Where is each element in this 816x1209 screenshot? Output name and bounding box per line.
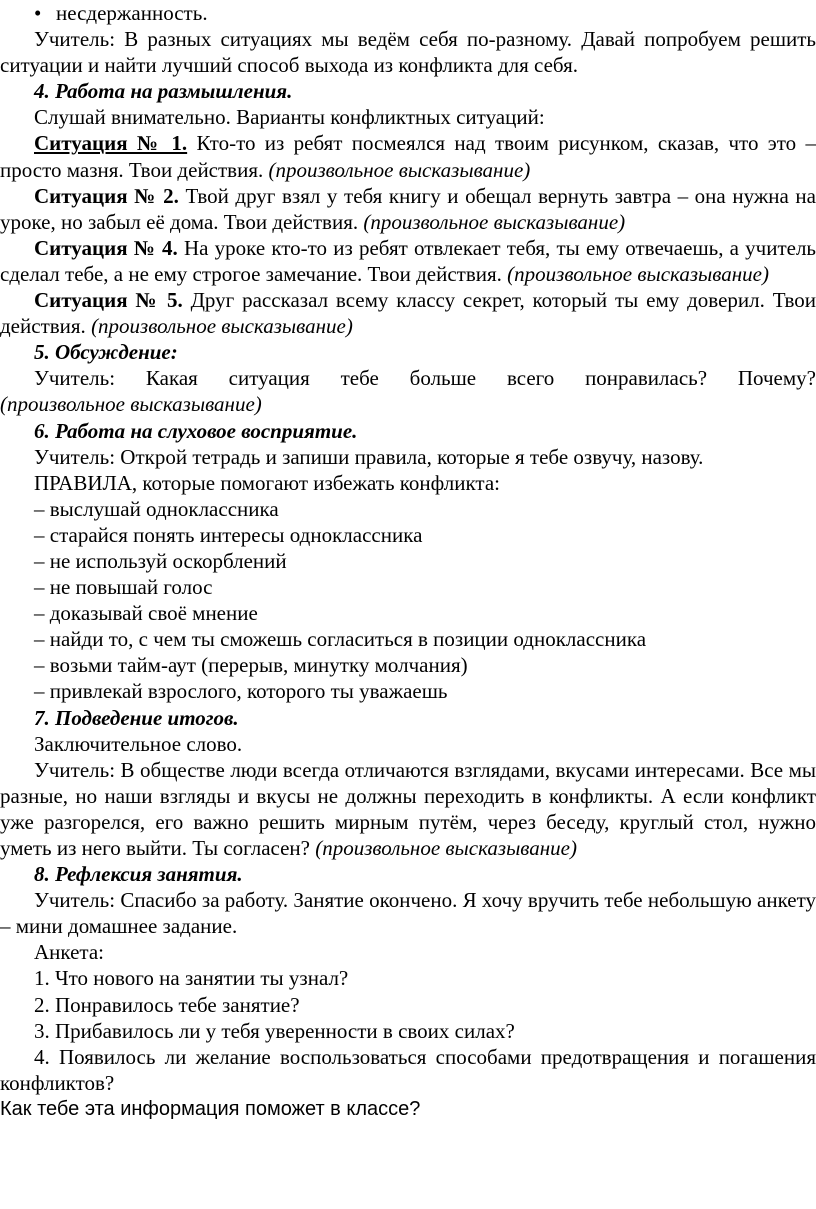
section6-instruction: Учитель: Открой тетрадь и запиши правила, которые я тебе озвучу, назову. xyxy=(34,444,704,469)
rule-item: – привлекай взрослого, которого ты уважаешь xyxy=(34,679,448,704)
section8-title: 8. Рефлексия занятия. xyxy=(34,862,243,887)
situation-label: Ситуация № 5. xyxy=(34,288,183,313)
rule-item: – старайся понять интересы одноклассника xyxy=(34,522,423,547)
questionnaire xyxy=(0,965,816,1095)
situation-note: (произвольное высказывание) xyxy=(268,157,531,182)
question-item: 4. Появилось ли желание воспользоваться способами предотвращения и погашения конфликтов? xyxy=(0,1044,816,1095)
situation-5 xyxy=(0,287,816,339)
section8-paragraph: Учитель: Спасибо за работу. Занятие окончено. Я хочу вручить тебе небольшую анкету – мини домашнее задание. xyxy=(0,888,816,939)
intro-speaker: Учитель: xyxy=(34,27,116,52)
rule-item: – не используй оскорблений xyxy=(34,548,287,573)
section5-title: 5. Обсуждение: xyxy=(34,340,178,365)
rule-item: – найди то, с чем ты сможешь согласиться в позиции одноклассника xyxy=(34,627,647,652)
final-question: Как тебе эта информация поможет в классе? xyxy=(0,1097,421,1120)
rule-item: – выслушай одноклассника xyxy=(34,496,279,521)
question-item: 3. Прибавилось ли у тебя уверенности в своих силах? xyxy=(34,1018,515,1043)
situation-label: Ситуация № 2. xyxy=(34,183,179,208)
section4-lead: Слушай внимательно. Варианты конфликтных ситуаций: xyxy=(34,105,545,130)
situation-label: Ситуация № 4. xyxy=(34,235,178,260)
section7-lead: Заключительное слово. xyxy=(34,731,243,756)
rule-item: – не повышай голос xyxy=(34,575,213,600)
intro-paragraph xyxy=(0,26,816,78)
question-item: 2. Понравилось тебе занятие? xyxy=(34,992,300,1017)
situation-label: Ситуация № 1. xyxy=(34,131,188,156)
rule-item: – доказывай своё мнение xyxy=(34,601,258,626)
intro-text: В разных ситуациях мы ведём себя по-разному. Давай попробуем решить ситуации и найти лучший способ выхода из конфликта для себя. xyxy=(0,27,816,78)
situation-2 xyxy=(0,183,816,235)
section5-paragraph: Учитель: Какая ситуация тебе больше всего понравилась? Почему? xyxy=(34,366,816,391)
situation-note: (произвольное высказывание) xyxy=(507,261,769,286)
situation-note: (произвольное высказывание) xyxy=(363,209,626,234)
situation-note: (произвольное высказывание) xyxy=(91,314,353,339)
form-label: Анкета: xyxy=(34,940,104,965)
situation-text: На уроке кто-то из ребят отвлекает тебя, ты ему отвечаешь, а учитель сделал тебе, а не ему строгое замечание. Твои действия. xyxy=(0,235,816,286)
section6-title: 6. Работа на слуховое восприятие. xyxy=(34,418,358,443)
section7-note: (произвольное высказывание) xyxy=(315,836,578,860)
rules-heading: ПРАВИЛА, которые помогают избежать конфликта: xyxy=(34,470,500,495)
bullet-dot-icon: • xyxy=(34,1,42,25)
situation-text: Друг рассказал всему классу секрет, который ты ему доверил. Твои действия. xyxy=(0,288,816,339)
rules-list xyxy=(0,496,816,705)
section7-paragraph: Учитель: В обществе люди всегда отличаются взглядами, вкусами интересами. Все мы разные, но наши взгляды и вкусы не должны переходить в конфликты. А если конфликт уже разгорелся, его важно решить мирным путём, через беседу, круглый стол, нужно уметь из него выйти. Ты согласен? (произвольное высказывание) xyxy=(0,757,816,860)
section5-note: (произвольное высказывание) xyxy=(0,392,262,417)
situation-text: Твой друг взял у тебя книгу и обещал вернуть завтра – она нужна на уроке, но забыл её дома. Твои действия. xyxy=(0,183,816,234)
section7-title: 7. Подведение итогов. xyxy=(34,705,239,730)
situation-1 xyxy=(0,130,816,182)
bullet-list-item: • несдержанность. xyxy=(34,1,208,25)
situation-4 xyxy=(0,235,816,287)
situation-text: Кто-то из ребят посмеялся над твоим рисунком, сказав, что это – просто мазня. Твои действия. xyxy=(0,131,816,182)
question-item: 1. Что нового на занятии ты узнал? xyxy=(34,966,349,991)
section4-title: 4. Работа на размышления. xyxy=(34,79,293,104)
rule-item: – возьми тайм-аут (перерыв, минутку молчания) xyxy=(34,653,468,678)
